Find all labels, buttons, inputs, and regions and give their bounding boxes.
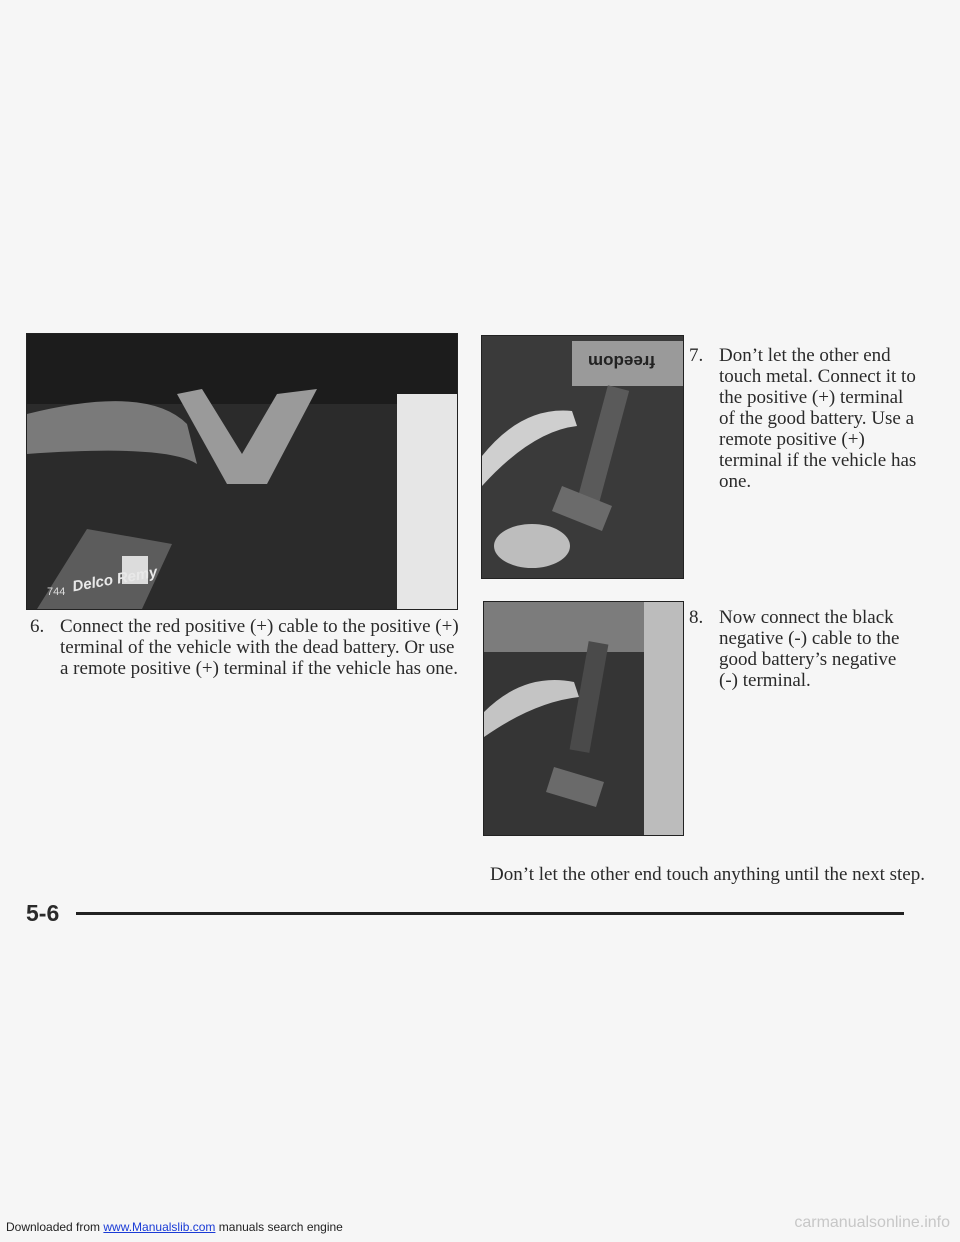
download-prefix: Downloaded from [6, 1220, 104, 1234]
watermark: carmanualsonline.info [794, 1214, 950, 1231]
step-text: Don’t let the other end touch metal. Connect it to the positive (+) terminal of the good battery. Use a remote positive (+) terminal if the vehicle has one. [719, 345, 917, 492]
step-7-photo [481, 335, 684, 579]
note-text: Don’t let the other end touch anything until the next step. [490, 864, 925, 885]
manualslib-link[interactable]: www.Manualslib.com [103, 1220, 216, 1234]
step-number: 6. [30, 616, 45, 637]
step-text: Now connect the black negative (-) cable to the good battery’s negative (-) terminal. [719, 607, 900, 691]
page-rule [76, 912, 904, 915]
download-suffix: manuals search engine [215, 1220, 343, 1234]
step-6-photo [26, 333, 458, 610]
step-8-photo [483, 601, 684, 836]
step-text: Connect the red positive (+) cable to the positive (+) terminal of the vehicle with the dead battery. Or use a remote positive (+) terminal if the vehicle has one. [60, 616, 459, 679]
battery-brand-label: Delco Remy [71, 563, 159, 596]
battery-code-label: 744 [47, 586, 66, 598]
step-number: 8. [689, 607, 704, 628]
page-number: 5-6 [26, 900, 60, 926]
step-number: 7. [689, 345, 704, 366]
freedom-sticker-label: ɯopəəɹɟ [588, 350, 656, 369]
download-credit [6, 1220, 343, 1234]
